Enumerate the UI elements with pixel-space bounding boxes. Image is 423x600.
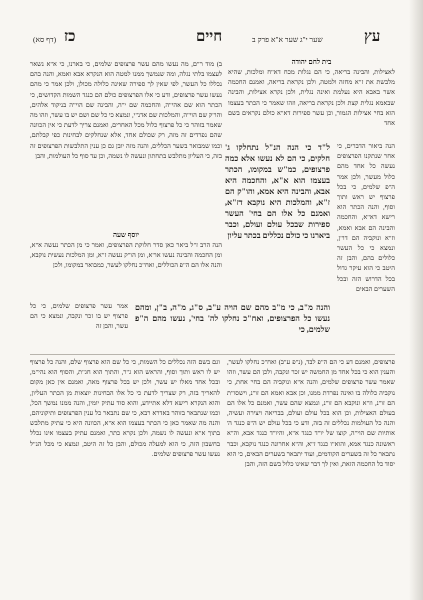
page-reference: (דף סא) (33, 35, 57, 44)
commentary-left-top: ב) מוד ר"ם, מה נעשו מהם עשר פרצופים שלמים, כי בארנו, כי א"א נשאר לעצמו בלתי נגלה, ומה שנמשך ממנו למטה הוא הנקרא אבא ואמא, והנה בהם נכללו כל העשר, לפי שאין לך ספירה שאינה כלולה מכולן, ולכן אמר כי מהם נעשו עשר פרצופים, ודע כי אלו הפרצופים כולם הם כנגד השמות הקדושים, כי הכתר הוא שם אהי"ה, והחכמה שם י"ה, והבינה שם הוי"ה בניקוד אלהים, והו"ק שם הוי"ה, והמלכות שם אדנ"י, ונמצא כי כל שם ושם יש בו עשר, וזהו מה שאמר בזוהר כי כל פרצוף כלול מכל האחרים, ואמנם צריך לדעת כי אין הכוונה שהם נפרדים זה מזה, רק שכולם אחד, אלא שנחלקים לבחינות כפי קבלתם, וכמו שמבואר בשער הכללים, והנה מזה יובן גם כן ענין התלבשות הפרצופים זה בזה, כי העליון מתלבש בתחתון ונעשה לו נשמה, וכן עד סוף כל העולמות, והבן (30, 61, 222, 160)
commentary-left-side: אמר עשר פרצופים שלמים, כי כל פרצוף יש בו זכר ונקבה, ונמצא כי הם עשר, והבן זה (30, 303, 128, 331)
main-text-block-1: ל"ד כי הנה הנ"ל נתחלקו ג' חלקים, כי הם לא נעשו אלא כמה פרצופים, כמ"ש במקומו, הכתר בעצמו הוא א"א, והחכמה היא אבא, והבינה היא אמא, והו"ק הם ז"א, והמלכות היא נוקבא דז"א, ואמנם כל אלו הם בחי' העשר ספירות שבכל עולם ועולם, וכבר ביארנו כי כולם נכללים בכתר עליון (225, 143, 330, 240)
header-book-title-right: עץ (364, 29, 381, 45)
bottom-column-right: פרצופים, ואמנם דע כי הם ה"פ לבד, (נ"פ ע"ב) ואח"כ נחלקו לעשר, והענין הוא כי בכל אחד מן החמשה יש זכר ונקבה, ולכן הם עשר, וזהו שאמר עשר פרצופים שלמים, והנה א"א ונוקביה הם בחי' אחת, כי נוקביה כלולה בו ואינה נפרדת ממנו, וכן אבא ואמא הם זו"נ, וישסו"ת הם זו"נ, וז"א ונוקבא הם זו"נ, ונמצא שהם עשר, ואמנם כל אלו הם בעולם האצילות, וכן הוא בכל עולם ועולם, בבריאה ויצירה ועשיה, והנה כל העולמות נכללים זה בזה, ודע כי בכל עולם יש ה"פ כנגד ה' אותיות שם הוי"ה, קוצו של יו"ד כנגד א"א, והיו"ד כנגד אבא, וה"א ראשונה כנגד אמא, והוא"ו כנגד ז"א, וה"א אחרונה כנגד נוקבא, וכבר נתבאר כל זה בשערים הקודמים, ועוד יתבאר בשערים הבאים, כי הוא יסוד כל החכמה הזאת, ואין לך דבר שאינו כלול בשם הזה, והבן (227, 359, 395, 469)
main-text-block-2: והנה מ"ב, כי מ"ב מהם שם הויה ע"ב, ס"ג, מ"ה, ב"ן, ומהם נעשו כל הפרצופים, ואח"כ נחלקו לה' בחי', נעשו מהם ה"פ שלמים, כי (135, 303, 330, 334)
header-section: שער י"ג שער א"א פרק ב (252, 35, 323, 44)
commentary-left-middle: הנה הרב ז"ל ביאר כאן סדר חלוקת הפרצופים, ואמר כי מן הכתר נעשה א"א, ומן החכמה והבינה נעשו או"א, ומן הו"ק נעשה ז"א, ומן המלכות נעשית נוקבא, והנה אלו הם ה"פ הכוללים, ואח"כ נחלקו לעשר, כמבואר במקומו, ולכן (30, 242, 222, 270)
commentary-left-title: יוסף שעה (113, 231, 139, 239)
page-number: כז (64, 29, 76, 45)
section-divider (30, 354, 395, 355)
commentary-right-top: לאצילות, והבינה בריאה, כי הם נגלות מכח דא"ח ומלכות, שהיא מלבשת את ז"א מחזה ולמטה, ולכן נקראת בריאה, ואמנם החכמה אשר באבא היא נעלמת ואינה נגלית, ולכן נקרא אצילות, והבינה שבאמא נגלית קצת ולכן נקראת בריאה, וזהו שאמר כי הכתר בעצמו הוא בחי' אצילות הגמור, וכן עשר ספירות דא"א כולם נקראים בשם אחד (228, 69, 395, 128)
commentary-right-title: בית לחם יהודה (291, 58, 332, 66)
page-edge-shadow (409, 0, 423, 600)
commentary-right-side: הנה ביאור הדברים, כי אחר שנתקנו הפרצופים נעשה כל אחד מהם כלול מעשר, ולכן אמר ה"פ שלמים, כי בכל פרצוף יש ראש ותוך וסוף, והנה הכתר הוא רישא דא"א, והחכמה והבינה הם אבא ואמא, וז"א ונוקביה הם דו"ן, ונמצא כי כל העשר כלולים בהם, והבן זה היטב כי הוא עיקר גדול בכל הדרוש הזה ובכל השערים הבאים (337, 143, 395, 293)
header-book-title-center: חיים (196, 29, 223, 45)
bottom-column-left: וגם בשם הזה נכללים כל השמות, כי כל שם הוא פרצוף שלם, והנה כל פרצוף יש לו ראש ותוך וסוף, והראש הוא ג"ר, והתוך הוא חג"ת, והסוף הוא נהי"מ, ובכל אחד מאלו יש עשר, ולכן יש בכל פרצוף מאה, ואמנם אין כאן מקום להאריך בזה, רק שצריך לדעת כי כל אלו הבחינות יוצאות מן הכתר העליון, והוא הנקרא רישא דלא אתיידע, והוא סוד עתיק יומין, והנה ממנו נמשך הכל, וכמו שנתבאר בזוהר באדרא רבא, כי שם נתבאר כל ענין הפרצופים ותיקוניהם, והנה מה שאמר כאן כי הכתר בעצמו הוא א"א, הכוונה היא כי עתיק מתלבש בתוך א"א ונעשה לו נשמה, ולכן נקרא כתר, ואמנם עתיק בעצמו אינו נכלל בחשבון הזה, כי הוא למעלה מכולם, והבן כל זה היטב, ונמצא כי מכל הנ"ל נעשו עשר פרצופים שלמים. (30, 359, 220, 458)
